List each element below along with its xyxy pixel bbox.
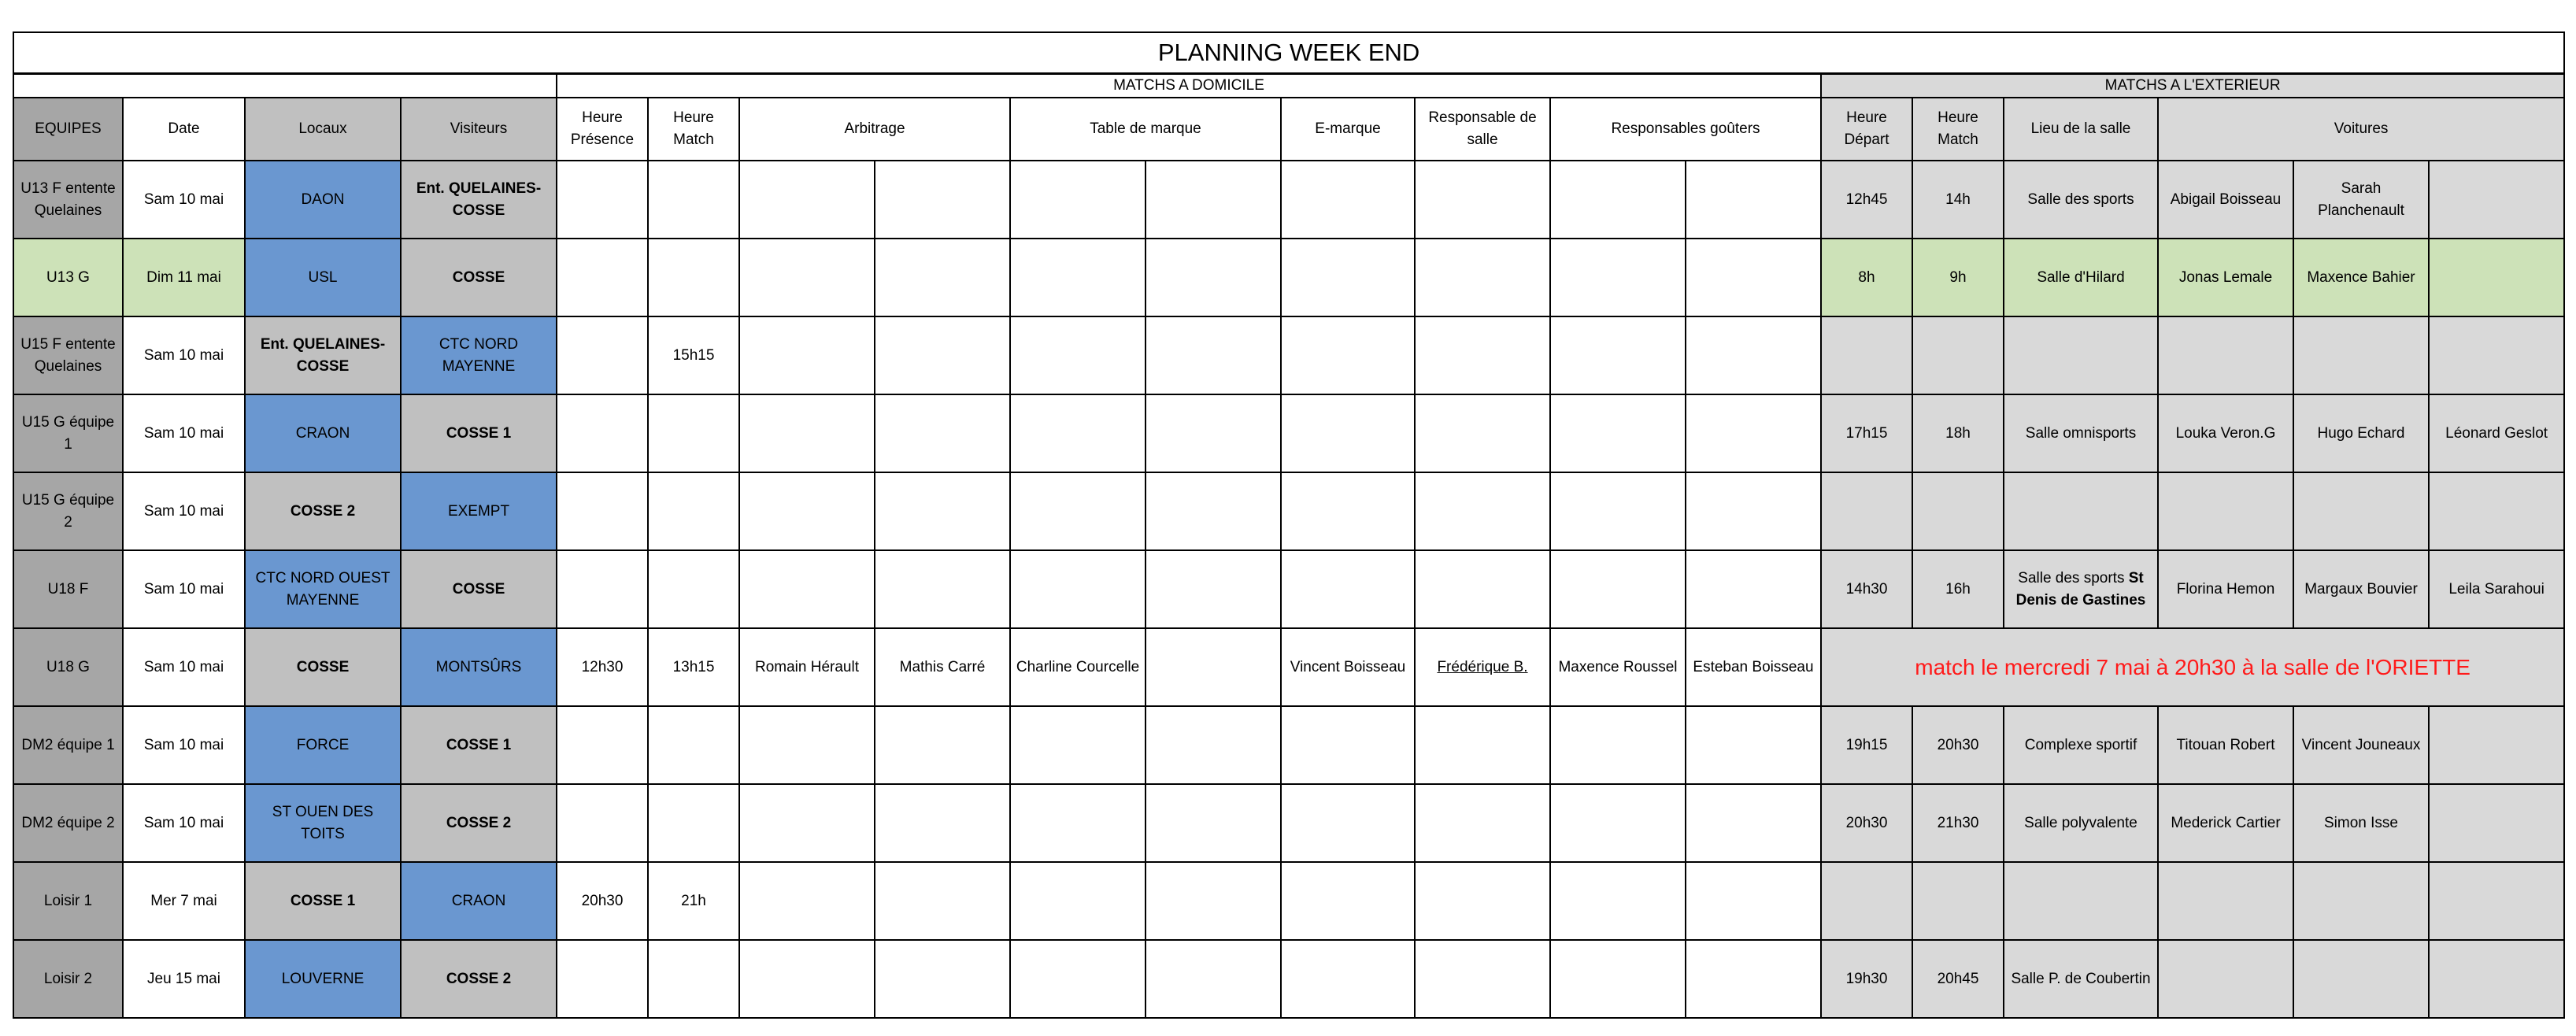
visiteurs-cell: CTC NORD MAYENNE — [401, 316, 557, 394]
table-marque-cell — [1010, 940, 1146, 1018]
heure-match-cell — [648, 239, 739, 316]
responsable-salle-cell — [1415, 161, 1550, 239]
responsable-salle-cell — [1415, 239, 1550, 316]
team-cell: U15 G équipe 1 — [13, 394, 123, 472]
arbitrage-cell — [875, 472, 1010, 550]
header-responsables-gouters: Responsables goûters — [1550, 98, 1821, 161]
table-marque-cell — [1010, 161, 1146, 239]
locaux-cell: COSSE 2 — [245, 472, 401, 550]
date-cell: Dim 11 mai — [123, 239, 245, 316]
arbitrage-cell — [875, 161, 1010, 239]
voiture-cell: Léonard Geslot — [2429, 394, 2564, 472]
lieu-salle-cell: Salle omnisports — [2004, 394, 2158, 472]
voiture-cell: Leila Sarahoui — [2429, 550, 2564, 628]
voiture-cell — [2429, 316, 2564, 394]
locaux-cell: CRAON — [245, 394, 401, 472]
visiteurs-cell: CRAON — [401, 862, 557, 940]
heure-presence-cell — [557, 239, 648, 316]
e-marque-cell: Vincent Boisseau — [1281, 628, 1415, 706]
heure-match-ext-cell: 20h30 — [1912, 706, 2004, 784]
visiteurs-cell: MONTSÛRS — [401, 628, 557, 706]
team-cell: U18 G — [13, 628, 123, 706]
lieu-salle-cell — [2004, 550, 2158, 628]
arbitrage-cell — [739, 394, 875, 472]
gouter-cell — [1686, 161, 1821, 239]
gouter-cell — [1550, 316, 1686, 394]
section-away: MATCHS A L'EXTERIEUR — [1821, 74, 2564, 98]
voiture-cell: Louka Veron.G — [2158, 394, 2293, 472]
voiture-cell — [2429, 940, 2564, 1018]
responsable-salle-cell — [1415, 706, 1550, 784]
date-cell: Jeu 15 mai — [123, 940, 245, 1018]
e-marque-cell — [1281, 706, 1415, 784]
heure-match-ext-cell: 16h — [1912, 550, 2004, 628]
arbitrage-cell — [875, 239, 1010, 316]
table-marque-cell — [1010, 706, 1146, 784]
responsable-salle-cell — [1415, 862, 1550, 940]
arbitrage-cell — [875, 940, 1010, 1018]
table-row — [13, 784, 2564, 862]
team-cell: DM2 équipe 1 — [13, 706, 123, 784]
visiteurs-cell: COSSE 2 — [401, 940, 557, 1018]
locaux-cell: Ent. QUELAINES-COSSE — [245, 316, 401, 394]
arbitrage-cell — [739, 862, 875, 940]
table-row — [13, 239, 2564, 316]
table-marque-cell — [1146, 161, 1281, 239]
lieu-salle-cell: Salle des sports — [2004, 161, 2158, 239]
header-table-marque: Table de marque — [1010, 98, 1281, 161]
heure-presence-cell — [557, 706, 648, 784]
gouter-cell — [1686, 239, 1821, 316]
locaux-cell: FORCE — [245, 706, 401, 784]
header-e-marque: E-marque — [1281, 98, 1415, 161]
lieu-salle-cell: Salle P. de Coubertin — [2004, 940, 2158, 1018]
header-visiteurs: Visiteurs — [401, 98, 557, 161]
header-date: Date — [123, 98, 245, 161]
gouter-cell — [1550, 706, 1686, 784]
heure-match-cell — [648, 784, 739, 862]
team-cell: Loisir 1 — [13, 862, 123, 940]
header-equipes: EQUIPES — [13, 98, 123, 161]
gouter-cell: Esteban Boisseau — [1686, 628, 1821, 706]
responsable-salle-cell — [1415, 394, 1550, 472]
planning-sheet — [13, 31, 2563, 1019]
planning-table — [13, 31, 2565, 1019]
arbitrage-cell: Romain Hérault — [739, 628, 875, 706]
locaux-cell: ST OUEN DES TOITS — [245, 784, 401, 862]
voiture-cell: Maxence Bahier — [2293, 239, 2429, 316]
table-marque-cell — [1010, 550, 1146, 628]
voiture-cell — [2429, 161, 2564, 239]
gouter-cell — [1686, 472, 1821, 550]
heure-depart-cell: 14h30 — [1821, 550, 1912, 628]
voiture-cell — [2429, 784, 2564, 862]
table-marque-cell — [1146, 472, 1281, 550]
page-title: PLANNING WEEK END — [13, 32, 2564, 74]
voiture-cell — [2429, 862, 2564, 940]
heure-match-ext-cell: 14h — [1912, 161, 2004, 239]
voiture-cell: Sarah Planchenault — [2293, 161, 2429, 239]
arbitrage-cell — [739, 706, 875, 784]
e-marque-cell — [1281, 161, 1415, 239]
section-home: MATCHS A DOMICILE — [557, 74, 1821, 98]
gouter-cell — [1686, 316, 1821, 394]
gouter-cell — [1686, 862, 1821, 940]
visiteurs-cell: COSSE 1 — [401, 394, 557, 472]
visiteurs-cell: COSSE 1 — [401, 706, 557, 784]
responsable-salle-cell — [1415, 316, 1550, 394]
heure-presence-cell — [557, 161, 648, 239]
heure-match-ext-cell — [1912, 316, 2004, 394]
responsable-salle-cell — [1415, 472, 1550, 550]
arbitrage-cell — [739, 550, 875, 628]
responsable-salle-cell — [1415, 784, 1550, 862]
voiture-cell — [2293, 316, 2429, 394]
heure-presence-cell — [557, 550, 648, 628]
team-cell: DM2 équipe 2 — [13, 784, 123, 862]
heure-depart-cell — [1821, 862, 1912, 940]
heure-presence-cell: 12h30 — [557, 628, 648, 706]
voiture-cell: Florina Hemon — [2158, 550, 2293, 628]
gouter-cell — [1550, 472, 1686, 550]
voiture-cell: Vincent Jouneaux — [2293, 706, 2429, 784]
e-marque-cell — [1281, 472, 1415, 550]
heure-presence-cell: 20h30 — [557, 862, 648, 940]
heure-match-cell — [648, 706, 739, 784]
heure-depart-cell: 19h15 — [1821, 706, 1912, 784]
heure-presence-cell — [557, 784, 648, 862]
heure-presence-cell — [557, 316, 648, 394]
voiture-cell — [2158, 862, 2293, 940]
voiture-cell — [2293, 940, 2429, 1018]
gouter-cell: Maxence Roussel — [1550, 628, 1686, 706]
table-row — [13, 550, 2564, 628]
arbitrage-cell — [739, 940, 875, 1018]
voiture-cell — [2293, 472, 2429, 550]
locaux-cell: DAON — [245, 161, 401, 239]
voiture-cell — [2429, 706, 2564, 784]
gouter-cell — [1686, 784, 1821, 862]
heure-match-cell — [648, 940, 739, 1018]
heure-match-cell — [648, 161, 739, 239]
date-cell: Sam 10 mai — [123, 628, 245, 706]
away-note-cell: match le mercredi 7 mai à 20h30 à la salle de l'ORIETTE — [1821, 628, 2564, 706]
table-marque-cell — [1010, 239, 1146, 316]
voiture-cell: Hugo Echard — [2293, 394, 2429, 472]
voiture-cell: Margaux Bouvier — [2293, 550, 2429, 628]
gouter-cell — [1550, 161, 1686, 239]
date-cell: Sam 10 mai — [123, 706, 245, 784]
heure-match-ext-cell — [1912, 472, 2004, 550]
table-row — [13, 862, 2564, 940]
arbitrage-cell — [875, 316, 1010, 394]
voiture-cell: Mederick Cartier — [2158, 784, 2293, 862]
responsable-salle-cell — [1415, 550, 1550, 628]
team-cell: U18 F — [13, 550, 123, 628]
visiteurs-cell: COSSE — [401, 550, 557, 628]
team-cell: U13 G — [13, 239, 123, 316]
arbitrage-cell — [875, 862, 1010, 940]
visiteurs-cell: Ent. QUELAINES-COSSE — [401, 161, 557, 239]
heure-presence-cell — [557, 472, 648, 550]
table-marque-cell — [1146, 940, 1281, 1018]
arbitrage-cell — [739, 239, 875, 316]
heure-depart-cell: 8h — [1821, 239, 1912, 316]
heure-match-cell — [648, 472, 739, 550]
team-cell: U13 F entente Quelaines — [13, 161, 123, 239]
arbitrage-cell — [739, 472, 875, 550]
lieu-salle-cell: Salle polyvalente — [2004, 784, 2158, 862]
voiture-cell: Titouan Robert — [2158, 706, 2293, 784]
gouter-cell — [1686, 394, 1821, 472]
e-marque-cell — [1281, 784, 1415, 862]
gouter-cell — [1550, 550, 1686, 628]
gouter-cell — [1550, 862, 1686, 940]
header-heure-match-ext: Heure Match — [1912, 98, 2004, 161]
table-marque-cell — [1010, 316, 1146, 394]
visiteurs-cell: COSSE — [401, 239, 557, 316]
table-marque-cell — [1146, 316, 1281, 394]
voiture-cell — [2158, 940, 2293, 1018]
table-row — [13, 472, 2564, 550]
table-marque-cell — [1010, 394, 1146, 472]
voiture-cell — [2429, 472, 2564, 550]
heure-depart-cell: 12h45 — [1821, 161, 1912, 239]
heure-presence-cell — [557, 394, 648, 472]
e-marque-cell — [1281, 239, 1415, 316]
heure-match-cell: 13h15 — [648, 628, 739, 706]
locaux-cell: COSSE — [245, 628, 401, 706]
table-row — [13, 161, 2564, 239]
locaux-cell: LOUVERNE — [245, 940, 401, 1018]
visiteurs-cell: EXEMPT — [401, 472, 557, 550]
e-marque-cell — [1281, 862, 1415, 940]
table-marque-cell — [1146, 862, 1281, 940]
e-marque-cell — [1281, 316, 1415, 394]
arbitrage-cell — [875, 394, 1010, 472]
heure-depart-cell — [1821, 316, 1912, 394]
lieu-salle-town: St Denis de Gastines — [2015, 569, 2146, 609]
gouter-cell — [1550, 394, 1686, 472]
header-locaux: Locaux — [245, 98, 401, 161]
table-row — [13, 394, 2564, 472]
gouter-cell — [1550, 784, 1686, 862]
table-row — [13, 628, 2564, 706]
table-marque-cell — [1010, 784, 1146, 862]
lieu-salle-cell: Salle d'Hilard — [2004, 239, 2158, 316]
team-cell: Loisir 2 — [13, 940, 123, 1018]
section-blank — [13, 74, 557, 98]
table-marque-cell — [1146, 550, 1281, 628]
date-cell: Mer 7 mai — [123, 862, 245, 940]
heure-presence-cell — [557, 940, 648, 1018]
date-cell: Sam 10 mai — [123, 161, 245, 239]
arbitrage-cell — [875, 706, 1010, 784]
table-marque-cell — [1146, 239, 1281, 316]
heure-match-ext-cell: 18h — [1912, 394, 2004, 472]
header-heure-presence: Heure Présence — [557, 98, 648, 161]
voiture-cell — [2158, 316, 2293, 394]
gouter-cell — [1686, 706, 1821, 784]
arbitrage-cell — [875, 550, 1010, 628]
arbitrage-cell — [739, 316, 875, 394]
header-heure-match: Heure Match — [648, 98, 739, 161]
locaux-cell: USL — [245, 239, 401, 316]
voiture-cell — [2293, 862, 2429, 940]
heure-match-ext-cell: 21h30 — [1912, 784, 2004, 862]
table-row — [13, 706, 2564, 784]
heure-depart-cell: 17h15 — [1821, 394, 1912, 472]
heure-match-cell: 15h15 — [648, 316, 739, 394]
date-cell: Sam 10 mai — [123, 550, 245, 628]
responsable-salle-cell: Frédérique B. — [1415, 628, 1550, 706]
heure-match-ext-cell: 9h — [1912, 239, 2004, 316]
table-marque-cell — [1010, 862, 1146, 940]
heure-depart-cell: 20h30 — [1821, 784, 1912, 862]
table-marque-cell — [1146, 706, 1281, 784]
table-row — [13, 940, 2564, 1018]
e-marque-cell — [1281, 940, 1415, 1018]
team-cell: U15 F entente Quelaines — [13, 316, 123, 394]
date-cell: Sam 10 mai — [123, 394, 245, 472]
heure-depart-cell: 19h30 — [1821, 940, 1912, 1018]
lieu-salle-cell — [2004, 316, 2158, 394]
e-marque-cell — [1281, 394, 1415, 472]
date-cell: Sam 10 mai — [123, 784, 245, 862]
heure-match-cell — [648, 394, 739, 472]
arbitrage-cell — [739, 161, 875, 239]
locaux-cell: COSSE 1 — [245, 862, 401, 940]
table-row — [13, 316, 2564, 394]
lieu-salle-cell: Complexe sportif — [2004, 706, 2158, 784]
heure-match-ext-cell: 20h45 — [1912, 940, 2004, 1018]
table-marque-cell — [1146, 394, 1281, 472]
lieu-salle-text: Salle des sports — [2018, 569, 2125, 586]
header-arbitrage: Arbitrage — [739, 98, 1010, 161]
team-cell: U15 G équipe 2 — [13, 472, 123, 550]
table-marque-cell — [1146, 628, 1281, 706]
table-marque-cell — [1146, 784, 1281, 862]
voiture-cell: Simon Isse — [2293, 784, 2429, 862]
lieu-salle-cell — [2004, 862, 2158, 940]
gouter-cell — [1550, 940, 1686, 1018]
arbitrage-cell: Mathis Carré — [875, 628, 1010, 706]
header-responsable-salle: Responsable de salle — [1415, 98, 1550, 161]
locaux-cell: CTC NORD OUEST MAYENNE — [245, 550, 401, 628]
voiture-cell — [2429, 239, 2564, 316]
header-lieu-salle: Lieu de la salle — [2004, 98, 2158, 161]
date-cell: Sam 10 mai — [123, 472, 245, 550]
arbitrage-cell — [739, 784, 875, 862]
heure-depart-cell — [1821, 472, 1912, 550]
gouter-cell — [1550, 239, 1686, 316]
arbitrage-cell — [875, 784, 1010, 862]
table-marque-cell — [1010, 472, 1146, 550]
heure-match-cell: 21h — [648, 862, 739, 940]
gouter-cell — [1686, 550, 1821, 628]
responsable-salle-cell — [1415, 940, 1550, 1018]
header-voitures: Voitures — [2158, 98, 2564, 161]
table-marque-cell: Charline Courcelle — [1010, 628, 1146, 706]
voiture-cell — [2158, 472, 2293, 550]
voiture-cell: Abigail Boisseau — [2158, 161, 2293, 239]
header-heure-depart: Heure Départ — [1821, 98, 1912, 161]
heure-match-cell — [648, 550, 739, 628]
date-cell: Sam 10 mai — [123, 316, 245, 394]
e-marque-cell — [1281, 550, 1415, 628]
visiteurs-cell: COSSE 2 — [401, 784, 557, 862]
lieu-salle-cell — [2004, 472, 2158, 550]
gouter-cell — [1686, 940, 1821, 1018]
heure-match-ext-cell — [1912, 862, 2004, 940]
voiture-cell: Jonas Lemale — [2158, 239, 2293, 316]
